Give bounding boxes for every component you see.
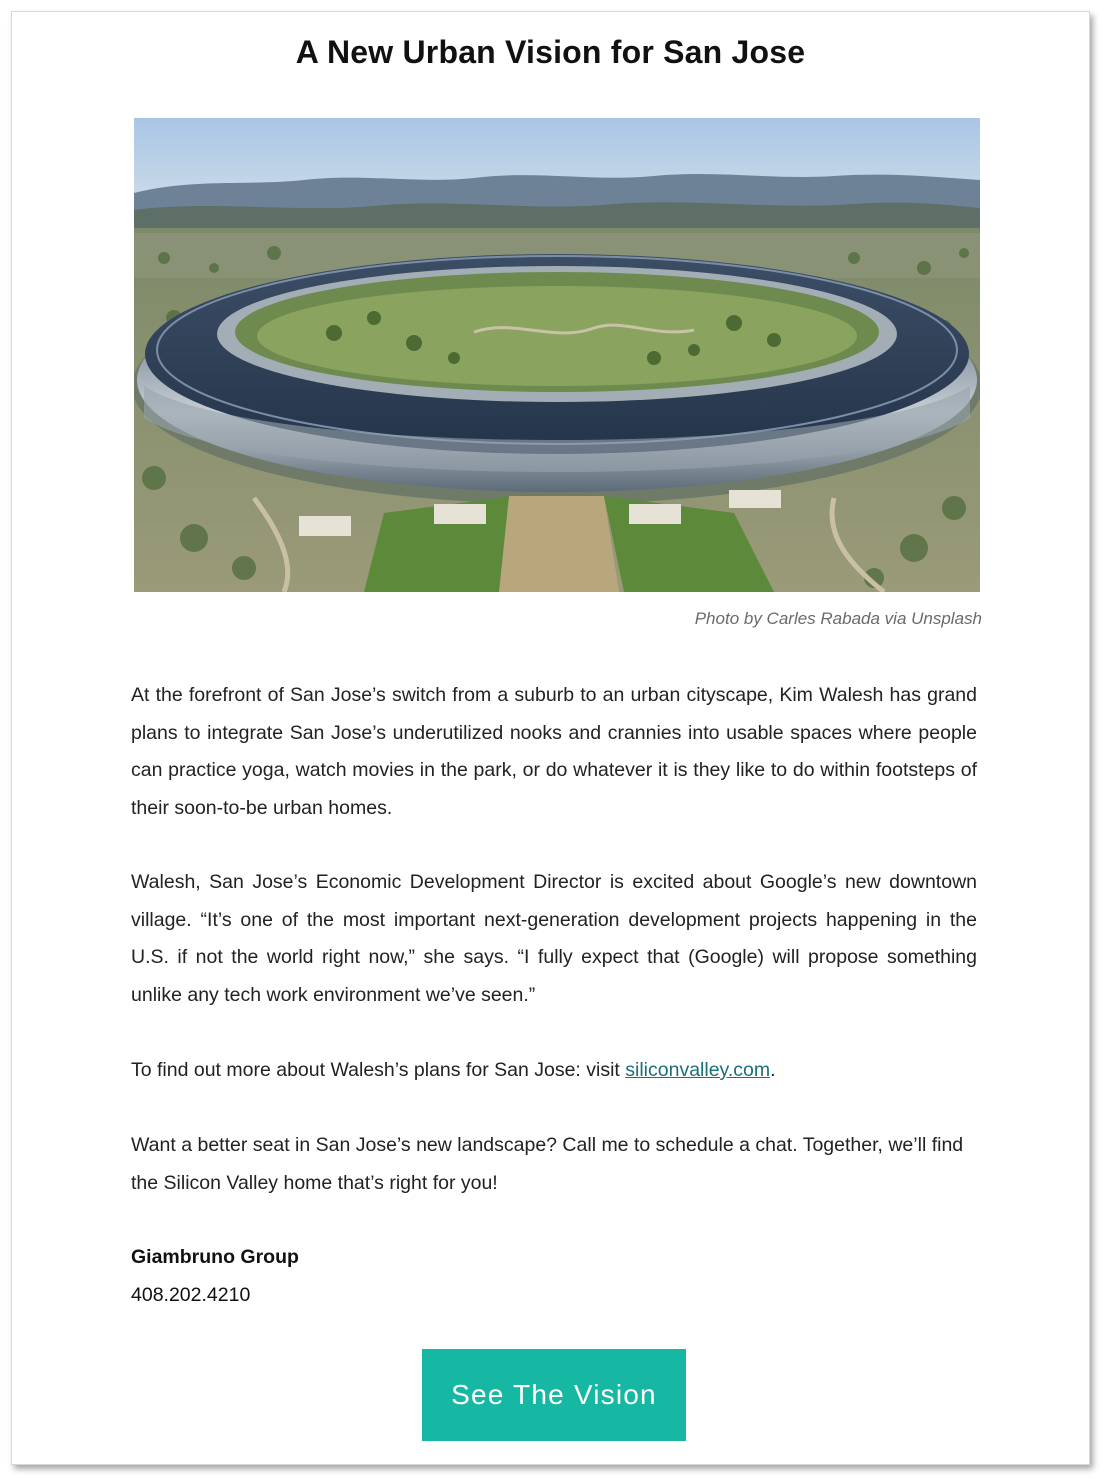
call-to-action-paragraph: Want a better seat in San Jose’s new landscape? Call me to schedule a chat. Together, we’ll find the Silicon Valley home that’s right for you!	[131, 1134, 964, 1194]
see-the-vision-button[interactable]: See The Vision	[422, 1349, 686, 1441]
more-info-paragraph	[131, 1052, 977, 1090]
signature-phone: 408.202.4210	[131, 1283, 251, 1306]
more-info-text: To find out more about Walesh’s plans for San Jose: visit	[131, 1059, 626, 1081]
signature-block	[131, 1239, 977, 1314]
quote-paragraph: Walesh, San Jose’s Economic Development Director is excited about Google’s new downtown village. “It’s one of the most important next-generation development projects happening in the U.S. if not the world right now,” she says. “I fully expect that (Google) will propose something unlike any tech work environment we’ve seen.”	[131, 871, 977, 1006]
email-page	[11, 11, 1090, 1465]
intro-paragraph: At the forefront of San Jose’s switch from a suburb to an urban cityscape, Kim Walesh has grand plans to integrate San Jose’s underutilized nooks and crannies into usable spaces where people can practice yoga, watch movies in the park, or do whatever it is they like to do within footsteps of their soon-to-be urban homes.	[131, 684, 977, 819]
hero-photo	[134, 118, 980, 592]
page-title: A New Urban Vision for San Jose	[295, 34, 806, 70]
more-info-period: .	[770, 1059, 776, 1081]
photo-credit: Photo by Carles Rabada via Unsplash	[694, 609, 982, 628]
signature-name: Giambruno Group	[131, 1246, 299, 1268]
siliconvalley-link[interactable]: siliconvalley.com	[625, 1059, 771, 1081]
campus-aerial-image	[134, 118, 980, 592]
